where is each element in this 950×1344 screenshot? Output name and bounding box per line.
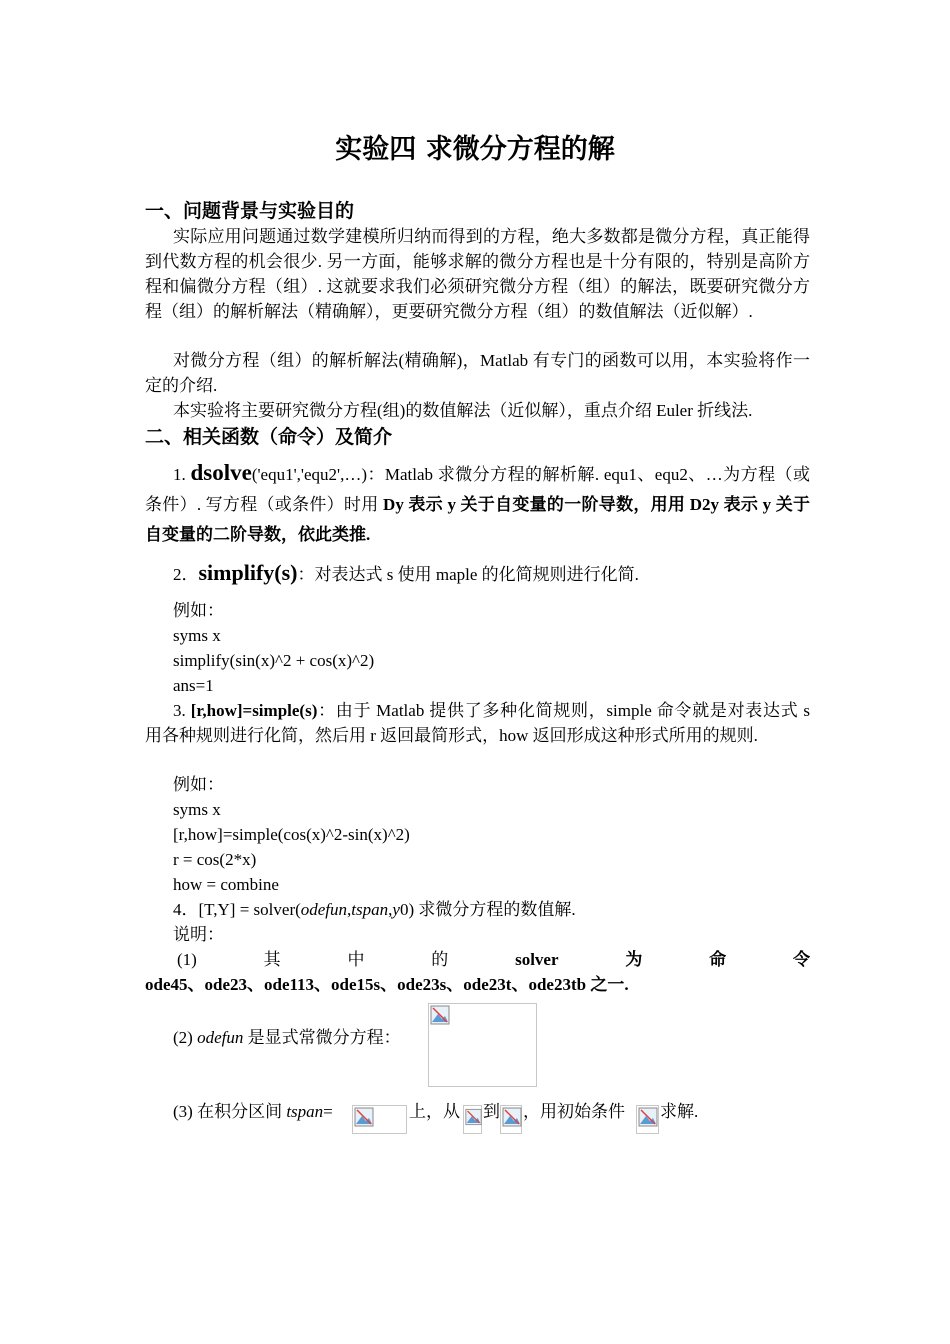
note1-word: 其 <box>263 950 281 969</box>
solver-arg-y: y <box>392 900 400 919</box>
note3 <box>173 1099 333 1124</box>
item1-number: 1. <box>173 465 186 484</box>
note3-pre: (3) 在积分区间 <box>173 1102 287 1121</box>
note1-line2: ode45、ode23、ode113、ode15s、ode23s、ode23t、ode23tb 之一. <box>145 975 629 994</box>
broken-image-icon <box>463 1105 482 1134</box>
item3-number: 3. <box>173 701 186 720</box>
section1-paragraph-3: 本实验将主要研究微分方程(组)的数值解法（近似解），重点介绍 Euler 折线法. <box>173 401 753 420</box>
dsolve-description: ：Matlab 求微分方程的解析解. equ1、equ2、…为方程（或条件）. 写方程（或条件）时用 <box>145 465 811 514</box>
note1-word: (1) <box>177 950 197 969</box>
broken-image-icon <box>636 1105 659 1134</box>
note1-word: 令 <box>792 950 810 969</box>
section-heading-1: 一、问题背景与实验目的 <box>145 200 355 222</box>
note3-text-1: 上，从 <box>409 1102 460 1121</box>
section1-paragraph-2: 对微分方程（组）的解析解法(精确解)，Matlab 有专门的函数可以用，本实验将作一定的介绍. <box>145 351 810 395</box>
note1-word: solver <box>515 950 559 969</box>
example3-label: 例如： <box>173 775 224 794</box>
example2-line: simplify(sin(x)^2 + cos(x)^2) <box>173 651 375 670</box>
note3-text-3: ，用初始条件 <box>523 1102 625 1121</box>
example3-line: [r,how]=simple(cos(x)^2-sin(x)^2) <box>173 825 410 844</box>
simplify-description: ：对表达式 s 使用 maple 的化简规则进行化简. <box>297 565 639 584</box>
dsolve-bold-description: Dy 表示 y 关于自变量的一阶导数，用用 D2y 表示 y 关于自变量的二阶导数，依此类推. <box>145 495 810 544</box>
note-label: 说明： <box>173 925 224 944</box>
item2-number: 2． <box>173 565 199 584</box>
note2 <box>173 1025 401 1050</box>
note3-tspan: tspan <box>286 1102 324 1121</box>
note3-text-2: 到 <box>483 1102 500 1121</box>
dsolve-args: ('equ1','equ2',…) <box>251 465 367 484</box>
example3-line: syms x <box>173 800 221 819</box>
item-simple <box>145 698 810 748</box>
note1-word: 为 <box>625 950 643 969</box>
item4-number: 4． <box>173 900 199 919</box>
note2-odefun: odefun <box>197 1028 244 1047</box>
example3-line: how = combine <box>173 875 279 894</box>
item-dsolve <box>145 458 810 550</box>
note2-post: 是显式常微分方程： <box>243 1028 401 1047</box>
note2-pre: (2) <box>173 1028 198 1047</box>
note1-word: 命 <box>709 950 727 969</box>
solver-arg-odefun: odefun <box>300 900 348 919</box>
simple-description: ：由于 Matlab 提供了多种化简规则，simple 命令就是对表达式 s 用各种规则进行化简，然后用 r 返回最简形式，how 返回形成这种形式所用的规则. <box>145 701 810 745</box>
dsolve-command: dsolve <box>190 460 252 485</box>
section1-paragraph-1: 实际应用问题通过数学建模所归纳而得到的方程，绝大多数都是微分方程，真正能得到代数方程的机会很少. 另一方面，能够求解的微分方程也是十分有限的，特别是高阶方程和偏微分方程（组）. 这就要求我们必须研究微分方程（组）的解法，既要研究微分方程（组）的解析解法（精确解），更要研究微分方程（组）的数值解法（近似解）. <box>145 227 810 321</box>
solver-syntax-post: 0) 求微分方程的数值解. <box>399 900 576 919</box>
item-solver: 4．[T,Y] = solver(odefun,tspan,y0) 求微分方程的数值解. <box>173 900 576 919</box>
broken-image-icon <box>428 1003 537 1087</box>
example2-line: syms x <box>173 626 221 645</box>
solver-arg-tspan: tspan <box>351 900 389 919</box>
example2-line: ans=1 <box>173 676 214 695</box>
simple-command: [r,how]=simple(s) <box>190 701 318 720</box>
example2-label: 例如： <box>173 601 224 620</box>
item-simplify <box>145 558 810 590</box>
broken-image-icon <box>500 1105 522 1134</box>
note1-word: 的 <box>431 950 449 969</box>
note1-word: 中 <box>347 950 365 969</box>
simplify-command: simplify(s) <box>198 560 298 585</box>
note3-eq: = <box>323 1102 333 1121</box>
note3-text-4: 求解. <box>660 1102 699 1121</box>
page-title: 实验四 求微分方程的解 <box>335 134 615 165</box>
example3-line: r = cos(2*x) <box>173 850 257 869</box>
solver-syntax-pre: [T,Y] = solver( <box>198 900 301 919</box>
broken-image-icon <box>352 1105 407 1134</box>
section-heading-2: 二、相关函数（命令）及简介 <box>145 426 393 448</box>
note1-line1 <box>145 947 810 972</box>
